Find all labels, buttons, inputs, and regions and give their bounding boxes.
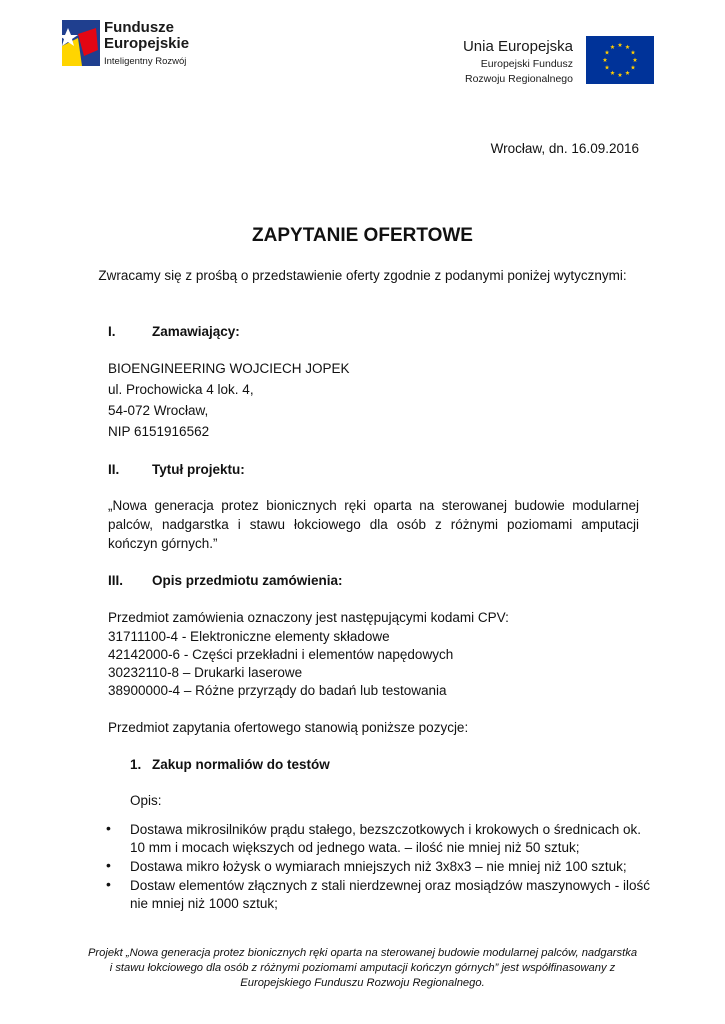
document-title: ZAPYTANIE OFERTOWE [252, 225, 473, 246]
ue-sub-line2: Rozwoju Regionalnego [465, 73, 573, 85]
document-date: Wrocław, dn. 16.09.2016 [490, 141, 639, 156]
contractor-nip: NIP 6151916562 [108, 424, 210, 439]
cpv-code-2: 42142000-6 - Części przekładni i elementów napędowych [108, 647, 454, 662]
item-1-number: 1. [130, 757, 142, 772]
bullet-item-3: Dostaw elementów złącznych z stali nierdzewnej oraz mosiądzów maszynowych - ilość nie mniej niż 1000 sztuk; [130, 878, 650, 911]
opis-label: Opis: [130, 793, 162, 808]
ue-title: Unia Europejska [462, 38, 573, 55]
section-2-title: Tytuł projektu: [152, 462, 245, 477]
ue-sub-line1: Europejski Fundusz [480, 58, 573, 70]
section-3-title: Opis przedmiotu zamówienia: [152, 573, 343, 588]
project-title-text: „Nowa generacja protez bionicznych ręki oparta na sterowanej budowie modularnej palców, nadgarstka i stawu łokciowego dla osób z różnymi poziomami amputacji kończyn górnych.” [108, 498, 639, 551]
bullet-icon: • [106, 820, 111, 836]
footer-note [70, 946, 655, 991]
bullet-icon: • [106, 857, 111, 873]
footer-line-1: Projekt „Nowa generacja protez bionicznych ręki oparta na sterowanej budowie modularnej palców, nadgarstka [87, 947, 638, 959]
eu-flag-icon [586, 36, 654, 84]
fe-logo-line2: Europejskie [104, 35, 190, 52]
intro-text: Zwracamy się z prośbą o przedstawienie oferty zgodnie z podanymi poniżej wytycznymi: [98, 268, 627, 283]
cpv-code-1: 31711100-4 - Elektroniczne elementy składowe [108, 629, 390, 644]
fe-logo-text [104, 20, 189, 52]
footer-line-3: Europejskiego Funduszu Rozwoju Regionalnego. [240, 977, 485, 989]
positions-intro: Przedmiot zapytania ofertowego stanowią poniższe pozycje: [108, 720, 469, 735]
cpv-code-4: 38900000-4 – Różne przyrządy do badań lub testowania [108, 683, 447, 698]
footer-line-2: i stawu łokciowego dla osób z różnymi poziomami amputacji kończyn górnych” jest współfinasowany z [109, 962, 616, 974]
bullet-item-2: Dostawa mikro łożysk o wymiarach mniejszych niż 3x8x3 – nie mniej niż 100 sztuk; [130, 859, 627, 874]
fe-logo-subtitle: Inteligentny Rozwój [104, 56, 187, 67]
contractor-street: ul. Prochowicka 4 lok. 4, [108, 382, 254, 397]
section-3-number: III. [108, 573, 124, 588]
cpv-code-3: 30232110-8 – Drukarki laserowe [108, 665, 303, 680]
contractor-name: BIOENGINEERING WOJCIECH JOPEK [108, 361, 350, 376]
item-1-title: Zakup normaliów do testów [152, 757, 330, 772]
section-1-title: Zamawiający: [152, 324, 240, 339]
section-2-number: II. [108, 462, 120, 477]
section-1-number: I. [108, 324, 116, 339]
cpv-intro: Przedmiot zamówienia oznaczony jest następującymi kodami CPV: [108, 610, 509, 625]
bullet-icon: • [106, 876, 111, 892]
contractor-city: 54-072 Wrocław, [108, 403, 209, 418]
bullet-item-1: Dostawa mikrosilników prądu stałego, bezszczotkowych i krokowych o średnicach ok. 10 mm i mocach większych od jednego wata. – ilość nie mniej niż 50 sztuk; [130, 822, 641, 855]
ue-subtitle [465, 57, 573, 87]
fe-logo-line1: Fundusze [104, 19, 174, 36]
